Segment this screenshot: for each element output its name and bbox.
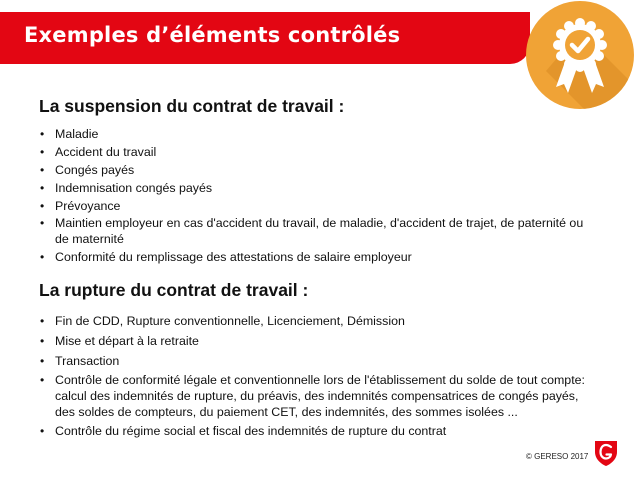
list-item: • Maladie (39, 127, 599, 143)
list-item: • Prévoyance (39, 199, 599, 215)
bullet-list (39, 314, 599, 440)
award-badge-check-icon (526, 1, 634, 109)
list-item: • Indemnisation congés payés (39, 181, 599, 197)
list-item: • Fin de CDD, Rupture conventionnelle, Licenciement, Démission (39, 314, 599, 330)
list-item: • Congés payés (39, 163, 599, 179)
page-title: Exemples d’éléments contrôlés (24, 23, 401, 47)
list-item: • Contrôle de conformité légale et conventionnelle lors de l'établissement du solde de tout compte: calcul des indemnités de rupture, du préavis, des indemnités compensatrices de congés payés, des soldes de compteurs, du paiement CET, des indemnités, des sommes isolées ... (39, 373, 599, 420)
bullet-list (39, 127, 599, 266)
list-item: • Transaction (39, 354, 599, 370)
list-item: • Maintien employeur en cas d'accident du travail, de maladie, d'accident de trajet, de paternité ou de maternité (39, 216, 599, 247)
gereso-logo-icon (593, 438, 619, 468)
list-item: • Mise et départ à la retraite (39, 334, 599, 350)
list-item: • Contrôle du régime social et fiscal des indemnités de rupture du contrat (39, 424, 599, 440)
section-heading: La rupture du contrat de travail : (39, 280, 309, 300)
section-heading: La suspension du contrat de travail : (39, 96, 345, 116)
list-item: • Conformité du remplissage des attestations de salaire employeur (39, 250, 599, 266)
copyright-text: © GERESO 2017 (526, 452, 589, 461)
list-item: • Accident du travail (39, 145, 599, 161)
title-bar (0, 12, 530, 64)
section-rupture (39, 280, 599, 444)
section-suspension (39, 96, 599, 268)
